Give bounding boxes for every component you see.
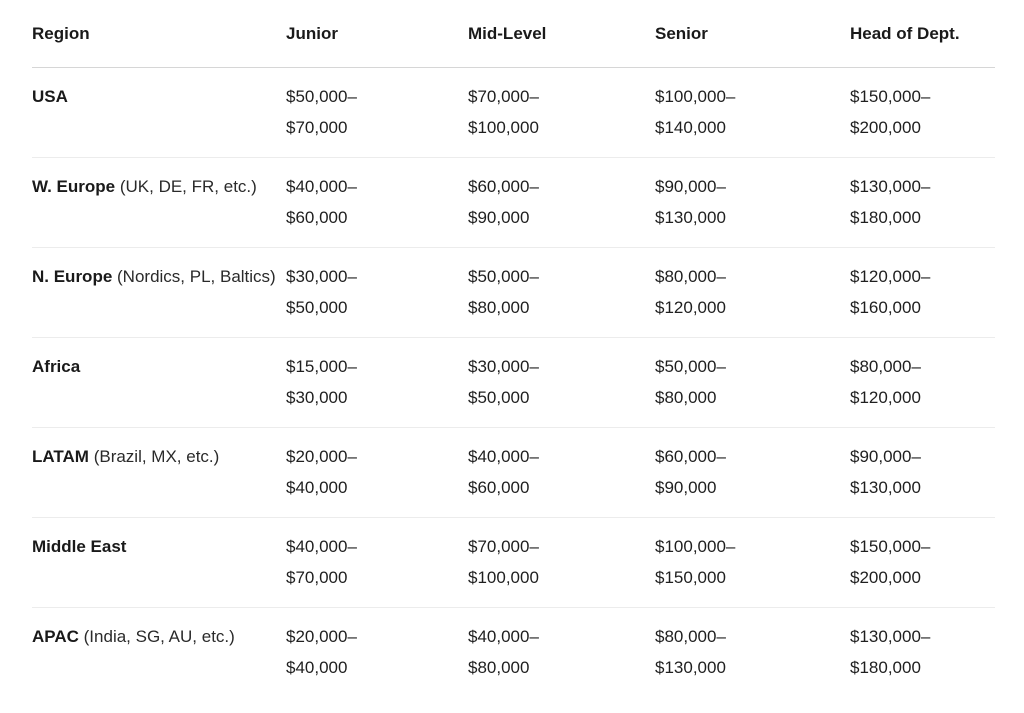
region-note: (Nordics, PL, Baltics) [112, 267, 276, 286]
range-max: $200,000 [850, 568, 921, 587]
range-min: $130,000– [850, 627, 931, 646]
cell-region [32, 608, 286, 698]
range-min: $150,000– [850, 537, 931, 556]
range-min: $90,000– [850, 447, 921, 466]
cell-mid-level [468, 68, 655, 158]
cell-region [32, 248, 286, 338]
salary-table-container [32, 0, 995, 697]
cell-region [32, 338, 286, 428]
range-max: $80,000 [468, 658, 530, 677]
range-min: $100,000– [655, 537, 736, 556]
range-min: $50,000– [468, 267, 539, 286]
region-name: Africa [32, 357, 81, 376]
range-max: $80,000 [655, 388, 717, 407]
cell-mid-level [468, 158, 655, 248]
range-min: $70,000– [468, 537, 539, 556]
range-max: $70,000 [286, 118, 348, 137]
cell-head-of-dept [850, 338, 995, 428]
header-senior: Senior [655, 0, 850, 68]
header-head-of-dept: Head of Dept. [850, 0, 995, 68]
table-row [32, 68, 995, 158]
cell-junior [286, 158, 468, 248]
range-max: $160,000 [850, 298, 921, 317]
cell-junior [286, 248, 468, 338]
range-max: $30,000 [286, 388, 348, 407]
range-min: $80,000– [655, 267, 726, 286]
range-max: $60,000 [468, 478, 530, 497]
range-min: $20,000– [286, 447, 357, 466]
range-min: $80,000– [655, 627, 726, 646]
range-max: $90,000 [468, 208, 530, 227]
cell-mid-level [468, 608, 655, 698]
range-min: $20,000– [286, 627, 357, 646]
cell-senior [655, 518, 850, 608]
cell-senior [655, 248, 850, 338]
range-min: $15,000– [286, 357, 357, 376]
range-max: $50,000 [468, 388, 530, 407]
cell-junior [286, 518, 468, 608]
range-min: $40,000– [286, 537, 357, 556]
region-note: (UK, DE, FR, etc.) [115, 177, 257, 196]
range-max: $50,000 [286, 298, 348, 317]
region-name: USA [32, 87, 68, 106]
range-max: $130,000 [850, 478, 921, 497]
table-row [32, 338, 995, 428]
cell-head-of-dept [850, 158, 995, 248]
region-name: Middle East [32, 537, 127, 556]
header-row [32, 0, 995, 68]
table-header [32, 0, 995, 68]
range-max: $120,000 [655, 298, 726, 317]
range-max: $40,000 [286, 658, 348, 677]
cell-region [32, 158, 286, 248]
table-row [32, 608, 995, 698]
range-min: $40,000– [468, 627, 539, 646]
region-note: (Brazil, MX, etc.) [88, 447, 220, 466]
range-max: $180,000 [850, 208, 921, 227]
range-min: $50,000– [286, 87, 357, 106]
cell-head-of-dept [850, 518, 995, 608]
cell-region [32, 428, 286, 518]
range-min: $150,000– [850, 87, 931, 106]
range-max: $60,000 [286, 208, 348, 227]
range-max: $130,000 [655, 658, 726, 677]
cell-junior [286, 608, 468, 698]
cell-junior [286, 428, 468, 518]
cell-head-of-dept [850, 608, 995, 698]
header-junior: Junior [286, 0, 468, 68]
range-min: $100,000– [655, 87, 736, 106]
cell-senior [655, 68, 850, 158]
region-name: LATAM [32, 447, 89, 466]
range-min: $60,000– [655, 447, 726, 466]
table-row [32, 428, 995, 518]
range-max: $130,000 [655, 208, 726, 227]
cell-senior [655, 338, 850, 428]
table-row [32, 248, 995, 338]
range-max: $40,000 [286, 478, 348, 497]
range-max: $90,000 [655, 478, 717, 497]
range-min: $120,000– [850, 267, 931, 286]
range-min: $90,000– [655, 177, 726, 196]
range-min: $30,000– [286, 267, 357, 286]
range-min: $30,000– [468, 357, 539, 376]
range-min: $60,000– [468, 177, 539, 196]
range-max: $80,000 [468, 298, 530, 317]
cell-senior [655, 428, 850, 518]
range-max: $100,000 [468, 568, 539, 587]
range-max: $200,000 [850, 118, 921, 137]
range-min: $70,000– [468, 87, 539, 106]
table-body [32, 68, 995, 698]
range-max: $150,000 [655, 568, 726, 587]
cell-region [32, 68, 286, 158]
cell-senior [655, 158, 850, 248]
range-max: $100,000 [468, 118, 539, 137]
cell-junior [286, 68, 468, 158]
region-note: (India, SG, AU, etc.) [78, 627, 235, 646]
range-max: $140,000 [655, 118, 726, 137]
table-row [32, 518, 995, 608]
range-min: $50,000– [655, 357, 726, 376]
table-row [32, 158, 995, 248]
cell-region [32, 518, 286, 608]
cell-head-of-dept [850, 68, 995, 158]
cell-senior [655, 608, 850, 698]
cell-mid-level [468, 518, 655, 608]
header-mid-level: Mid-Level [468, 0, 655, 68]
region-name: W. Europe [32, 177, 116, 196]
cell-junior [286, 338, 468, 428]
range-min: $40,000– [468, 447, 539, 466]
range-max: $180,000 [850, 658, 921, 677]
range-max: $120,000 [850, 388, 921, 407]
salary-table [32, 0, 995, 697]
range-min: $130,000– [850, 177, 931, 196]
cell-mid-level [468, 248, 655, 338]
cell-mid-level [468, 428, 655, 518]
range-min: $40,000– [286, 177, 357, 196]
region-name: APAC [32, 627, 79, 646]
cell-mid-level [468, 338, 655, 428]
range-min: $80,000– [850, 357, 921, 376]
cell-head-of-dept [850, 248, 995, 338]
header-region: Region [32, 0, 286, 68]
cell-head-of-dept [850, 428, 995, 518]
region-name: N. Europe [32, 267, 113, 286]
range-max: $70,000 [286, 568, 348, 587]
